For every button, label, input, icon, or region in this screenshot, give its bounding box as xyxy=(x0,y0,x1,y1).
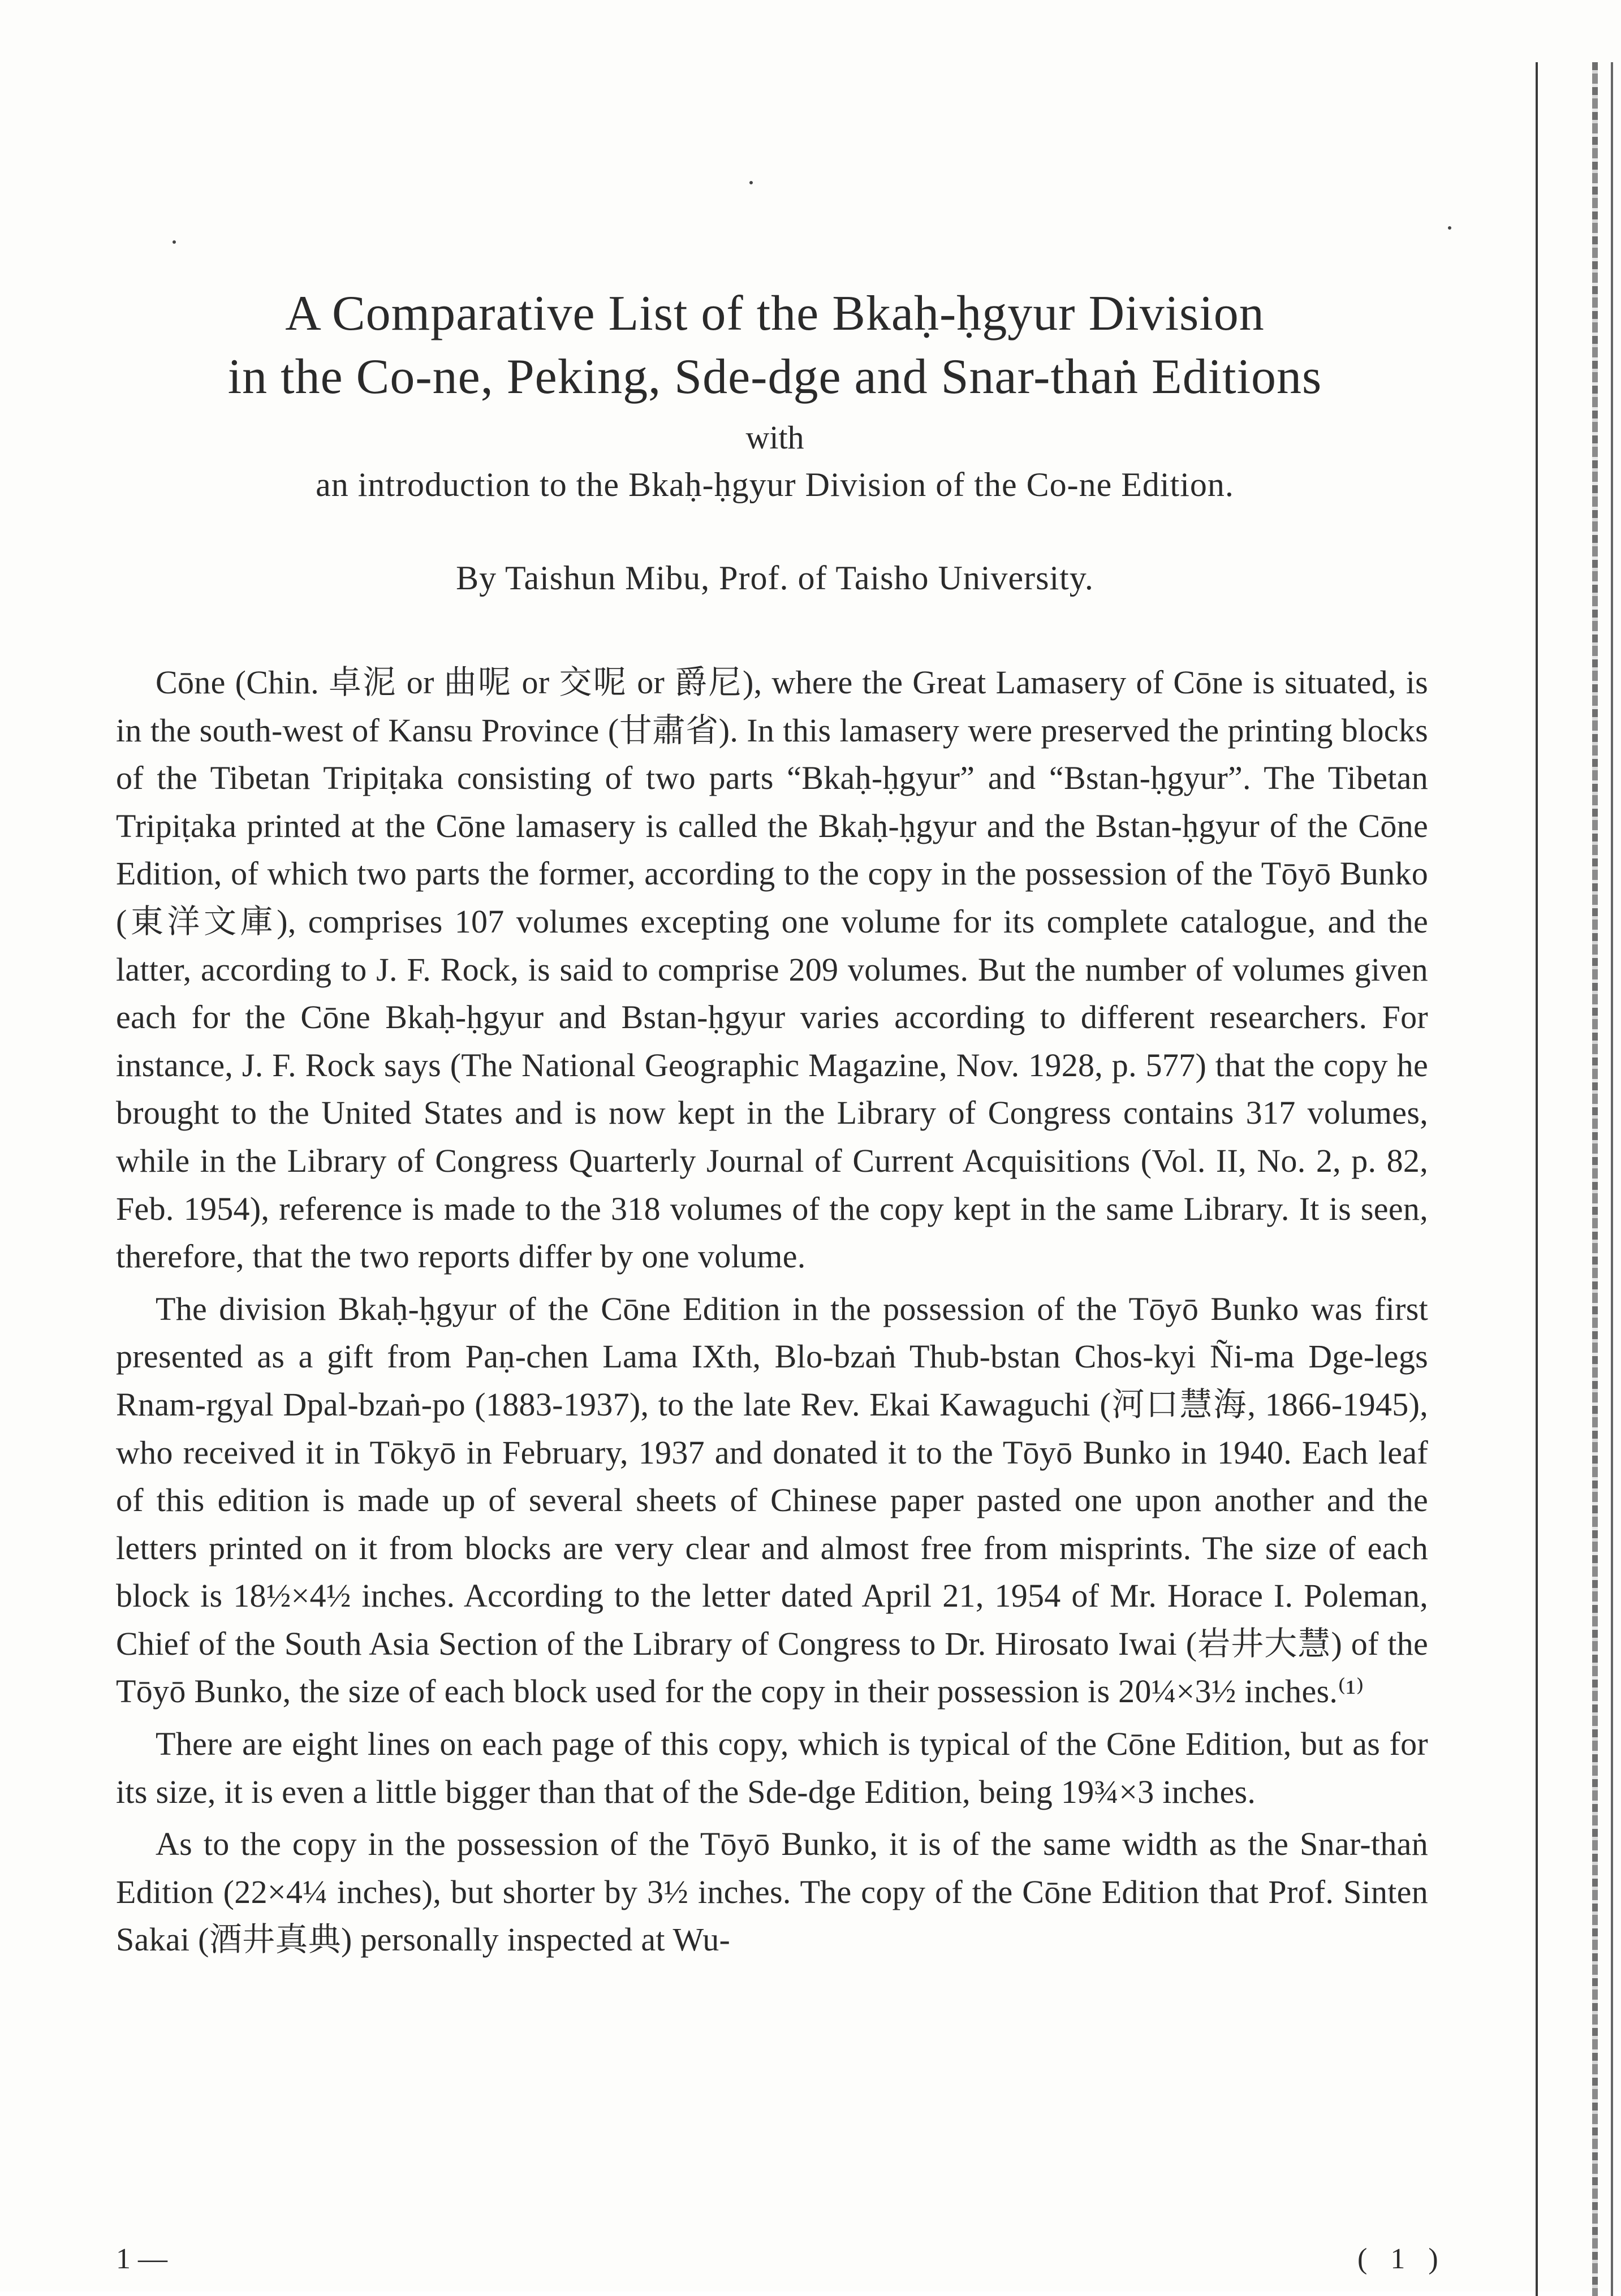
article-subtitle: an introduction to the Bkaḥ-ḥgyur Division of the Co-ne Edition. xyxy=(316,466,1234,503)
article-body xyxy=(116,659,1428,1969)
print-speck xyxy=(1448,226,1451,230)
article-title-line-2: in the Co-ne, Peking, Sde-dge and Snar-thaṅ Editions xyxy=(227,349,1322,404)
print-speck xyxy=(173,240,176,244)
article-title-with: with xyxy=(745,419,804,456)
paragraph: The division Bkaḥ-ḥgyur of the Cōne Edition in the possession of the Tōyō Bunko was first presented as a gift from Paṇ-chen Lama IXth, Blo-bzaṅ Thub-bstan Chos-kyi Ñi-ma Dge-legs Rnam-rgyal Dpal-bzaṅ-po (1883-1937), to the late Rev. Ekai Kawaguchi (河口慧海, 1866-1945), who received it in Tōkyō in February, 1937 and donated it to the Tōyō Bunko in 1940. Each leaf of this edition is made up of several sheets of Chinese paper pasted one upon another and the letters printed on it from blocks are very clear and almost free from misprints. The size of each block is 18½×4½ inches. According to the letter dated April 21, 1954 of Mr. Horace I. Poleman, Chief of the South Asia Section of the Library of Congress to Dr. Hirosato Iwai (岩井大慧) of the Tōyō Bunko, the size of each block used for the copy in their possession is 20¼×3½ inches.⁽¹⁾ xyxy=(116,1290,1428,1710)
binding-edge-outer xyxy=(1611,62,1613,2296)
print-speck xyxy=(749,181,753,184)
paragraph: Cōne (Chin. 卓泥 or 曲呢 or 交呢 or 爵尼), where the Great Lamasery of Cōne is situated, is in the south-west of Kansu Province (甘肅省). In this lamasery were preserved the printing blocks of the Tibetan Tripiṭaka consisting of two parts “Bkaḥ-ḥgyur” and “Bstan-ḥgyur”. The Tibetan Tripiṭaka printed at the Cōne lamasery is called the Bkaḥ-ḥgyur and the Bstan-ḥgyur of the Cōne Edition, of which two parts the former, according to the copy in the possession of the Tōyō Bunko (東洋文庫), comprises 107 volumes excepting one volume for its complete catalogue, and the latter, according to J. F. Rock, is said to comprise 209 volumes. But the number of volumes given each for the Cōne Bkaḥ-ḥgyur and Bstan-ḥgyur varies according to different researchers. For instance, J. F. Rock says (The National Geographic Magazine, Nov. 1928, p. 577) that the copy he brought to the United States and is now kept in the Library of Congress contains 317 volumes, while in the Library of Congress Quarterly Journal of Current Acquisitions (Vol. II, No. 2, p. 82, Feb. 1954), reference is made to the 318 volumes of the copy kept in the same Library. It is seen, therefore, that the two reports differ by one volume. xyxy=(116,664,1428,1275)
page-footer-left: 1 — xyxy=(116,2243,167,2275)
paragraph: As to the copy in the possession of the Tōyō Bunko, it is of the same width as the Snar-thaṅ Edition (22×4¼ inches), but shorter by 3½ inches. The copy of the Cōne Edition that Prof. Sinten Sakai (酒井真典) personally inspected at Wu- xyxy=(116,1825,1428,1958)
page-number: ( 1 ) xyxy=(1357,2243,1446,2275)
article-title-line-1: A Comparative List of the Bkaḥ-ḥgyur Division xyxy=(285,286,1265,341)
paragraph: There are eight lines on each page of this copy, which is typical of the Cōne Edition, but as for its size, it is even a little bigger than that of the Sde-dge Edition, being 19¾×3 inches. xyxy=(116,1725,1428,1810)
binding-edge-line xyxy=(1536,62,1538,2296)
article-byline: By Taishun Mibu, Prof. of Taisho University. xyxy=(456,559,1094,597)
binding-edge-shadow xyxy=(1592,62,1598,2296)
